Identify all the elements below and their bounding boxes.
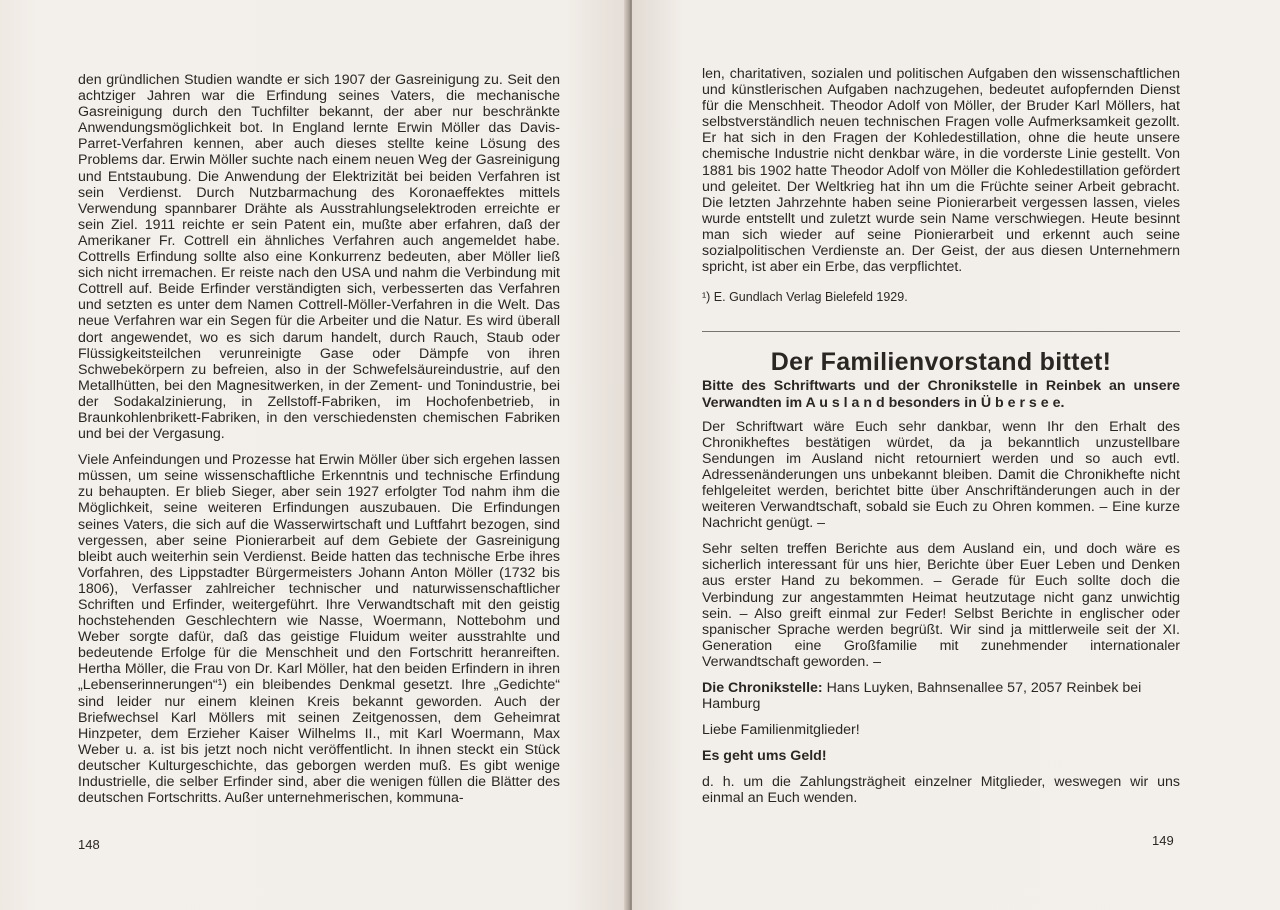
left-paragraph-2: Viele Anfeindungen und Prozesse hat Erwin Möller über sich ergehen lassen müssen, um seine wissenschaftliche Erkenntnis und technische Erfindung zu behaupten. Er blieb Sieger, aber sein 1927 erfolgter Tod nahm ihm die Möglichkeit, seine weiteren Erfindungen auszubauen. Die Erfindungen seines Vaters, die sich auf die Wasserwirtschaft und Luftfahrt bezogen, sind vergessen, aber seine Pionierarbeit auf dem Gebiete der Gasreinigung bleibt auch weiterhin sein Verdienst. Beide hatten das technische Erbe ihres Vorfahren, des Lippstadter Bürgermeisters Johann Anton Möller (1732 bis 1806), Verfasser zahlreicher technischer und naturwissenschaftlicher Schriften und Erfinder, weitergeführt. Ihre Verwandtschaft mit den geistig hochstehenden Geschlechtern wie Nasse, Woermann, Nottebohm und Weber sorgte dafür, daß das geistige Fluidum weiter ausstrahlte und bedeutende Erfolge für die Menschheit und den Fortschritt heranreiften. Hertha Möller, die Frau von Dr. Karl Möller, hat den beiden Erfindern in ihren „Lebenserinnerungen“¹) ein bleibendes Denkmal gesetzt. Ihre „Gedichte“ sind leider nur einem kleinen Kreis bekannt geworden. Auch der Briefwechsel Karl Möllers mit seinen Zeitgenossen, dem Geheimrat Hinzpeter, dem Erzieher Kaiser Wilhelms II., mit Karl Woermann, Max Weber u. a. ist bis jetzt noch nicht veröffentlicht. In ihnen steckt ein Stück deutscher Kulturgeschichte, das geborgen werden muß. Es gibt wenige Industrielle, die selber Erfinder sind, aber die wenigen füllen die Blätter des deutschen Fortschritts. Außer unternehmerischen, kommuna- [78,452,560,807]
footnote: ¹) E. Gundlach Verlag Bielefeld 1929. [702,290,908,305]
section-subtitle: Bitte des Schriftwarts und der Chronikstelle in Reinbek an unsere Verwandten im A u s l a n d besonders in Ü b e r s e e. [702,378,1180,411]
request-paragraph-2: Sehr selten treffen Berichte aus dem Ausland ein, und doch wäre es sicherlich interessant für uns hier, Berichte über Euer Leben und Denken aus erster Hand zu bekommen. – Gerade für Euch sollte doch die Verbindung zur angestammten Heimat heutzutage nicht ganz unwichtig sein. – Also greift einmal zur Feder! Selbst Berichte in englischer oder spanischer Sprache werden begrüßt. Wir sind ja mittlerweile seit der XI. Generation eine Großfamilie mit zunehmender internationaler Verwandtschaft geworden. – [702,541,1180,670]
left-page [0,0,628,910]
right-paragraph-continuation: len, charitativen, sozialen und politischen Aufgaben den wissenschaftlichen und künstlerischen Aufgaben nachzugehen, bedeutet aufopfernden Dienst für die Menschheit. Theodor Adolf von Möller, der Bruder Karl Möllers, hat selbstverständlich neuen technischen Fragen volle Aufmerksamkeit gezollt. Er hat sich in den Fragen der Kohledestillation, ohne die heute unsere chemische Industrie nicht denkbar wäre, in die vorderste Linie gestellt. Von 1881 bis 1902 hatte Theodor Adolf von Möller die Kohledestillation gefördert und geleitet. Der Weltkrieg hat ihn um die Früchte seiner Arbeit gebracht. Die letzten Jahrzehnte haben seine Pionierarbeit vergessen lassen, vieles wurde entstellt und zuletzt wurde sein Name verschwiegen. Heute besinnt man sich wieder auf seine Pionierarbeit und erkennt auch seine sozialpolitischen Verdienste an. Der Geist, der aus diesen Unternehmern spricht, ist aber ein Erbe, das verpflichtet. [702,66,1180,276]
page-number-right: 149 [1152,833,1174,848]
money-headline: Es geht ums Geld! [702,748,827,765]
section-title: Der Familienvorstand bittet! [770,348,1112,377]
final-paragraph: d. h. um die Zahlungsträgheit einzelner Mitglieder, weswegen wir uns einmal an Euch wenden. [702,774,1180,807]
greeting: Liebe Familienmitglieder! [702,722,860,739]
chronik-contact [702,680,1180,712]
chronik-address: Hans Luyken, Bahnsenallee 57, 2057 Reinbek bei Hamburg [702,680,1142,713]
request-paragraph-1: Der Schriftwart wäre Euch sehr dankbar, wenn Ihr den Erhalt des Chronikheftes bestätigen würdet, da ja bekanntlich unzustellbare Sendungen im Ausland nicht retourniert werden und so auch evtl. Adressenänderungen uns unbekannt bleiben. Damit die Chronikhefte nicht fehlgeleitet werden, berichtet bitte über Anschriftänderungen auch in der weiteren Verwandtschaft, sobald sie Euch zu Ohren kommen. – Eine kurze Nachricht genügt. – [702,418,1180,532]
chronik-label: Die Chronikstelle: [702,680,823,696]
page-number-left: 148 [78,837,100,852]
left-paragraph-1: den gründlichen Studien wandte er sich 1907 der Gasreinigung zu. Seit den achtziger Jahren war die Erfindung seines Vaters, die mechanische Gasreinigung durch den Tuchfilter bekannt, der aber nur beschränkte Anwendungsmöglichkeit bot. In England lernte Erwin Möller das Davis-Parret-Verfahren kennen, aber auch dieses stellte keine Lösung des Problems dar. Erwin Möller suchte nach einem neuen Weg der Gasreinigung und Entstaubung. Die Anwendung der Elektrizität bei beiden Verfahren ist sein Verdienst. Durch Nutzbarmachung des Koronaeffektes mittels Verwendung spannbarer Drähte als Ausstrahlungselektroden erreichte er sein Ziel. 1911 reichte er sein Patent ein, mußte aber erfahren, daß der Amerikaner Fr. Cottrell ein ähnliches Verfahren auch angemeldet habe. Cottrells Erfindung sollte also eine Konkurrenz bedeuten, aber Möller ließ sich nicht irremachen. Er reiste nach den USA und nahm die Verbindung mit Cottrell auf. Beide Erfinder verständigten sich, verbesserten das Verfahren und setzten es unter dem Namen Cottrell-Möller-Verfahren in die Welt. Das neue Verfahren war ein Segen für die Arbeiter und die Natur. Es wird überall dort angewendet, wo es sich darum handelt, durch Rauch, Staub oder Flüssigkeitsteilchen verunreinigte Gase oder Dämpfe von ihren Schwebekörpern zu befreien, also in der Schwefelsäureindustrie, auf den Metallhütten, bei den Magnesitwerken, in der Zement- und Tonindustrie, bei der Sodakalzinierung, in Zellstoff-Fabriken, im Hochofenbetrieb, in Braunkohlenbrikett-Fabriken, in den verschiedensten chemischen Fabriken und bei der Vergasung. [78,72,560,443]
section-divider [702,331,1180,332]
left-text-column [78,72,560,816]
right-text-column [702,66,1180,817]
